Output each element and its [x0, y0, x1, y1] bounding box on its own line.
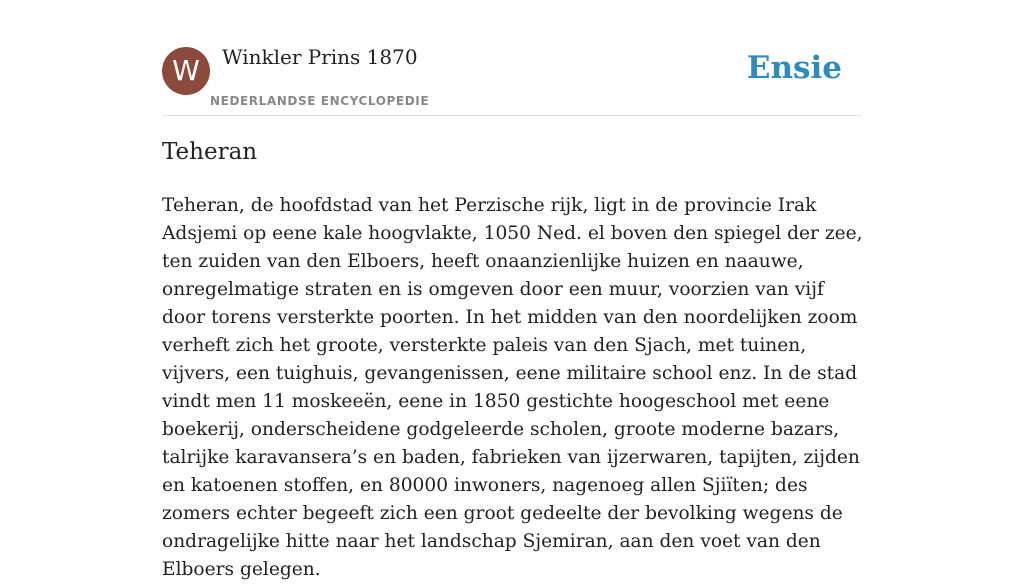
article-title: Teheran: [162, 139, 258, 165]
source-subtitle: NEDERLANDSE ENCYCLOPEDIE: [210, 94, 430, 108]
header-divider: [162, 115, 862, 116]
source-avatar[interactable]: W: [162, 47, 210, 95]
source-title[interactable]: Winkler Prins 1870: [222, 45, 418, 69]
brand-logo[interactable]: Ensie: [746, 50, 842, 86]
article-body: Teheran, de hoofdstad van het Perzische rijk, ligt in de provincie Irak Adsjemi op eene kale hoogvlakte, 1050 Ned. el boven den spiegel der zee, ten zuiden van den Elboers, heeft onaanzienlijke huizen en naauwe, onregelmatige straten en is omgeven door een muur, voorzien van vijf door torens versterkte poorten. In het midden van den noordelijken zoom verheft zich het groote, versterkte paleis van den Sjach, met tuinen, vijvers, een tuighuis, gevangenissen, eene militaire school enz. In de stad vindt men 11 moskeeën, eene in 1850 gestichte hoogeschool met eene boekerij, onderscheidene godgeleerde scholen, groote moderne bazars, talrijke karavansera’s en baden, fabrieken van ijzerwaren, tapijten, zijden en katoenen stoffen, en 80000 inwoners, nagenoeg allen Sjiïten; des zomers echter begeeft zich een groot gedeelte der bevolking wegens de ondragelijke hitte naar het landschap Sjemiran, aan den voet van den Elboers gelegen.: [162, 195, 863, 580]
